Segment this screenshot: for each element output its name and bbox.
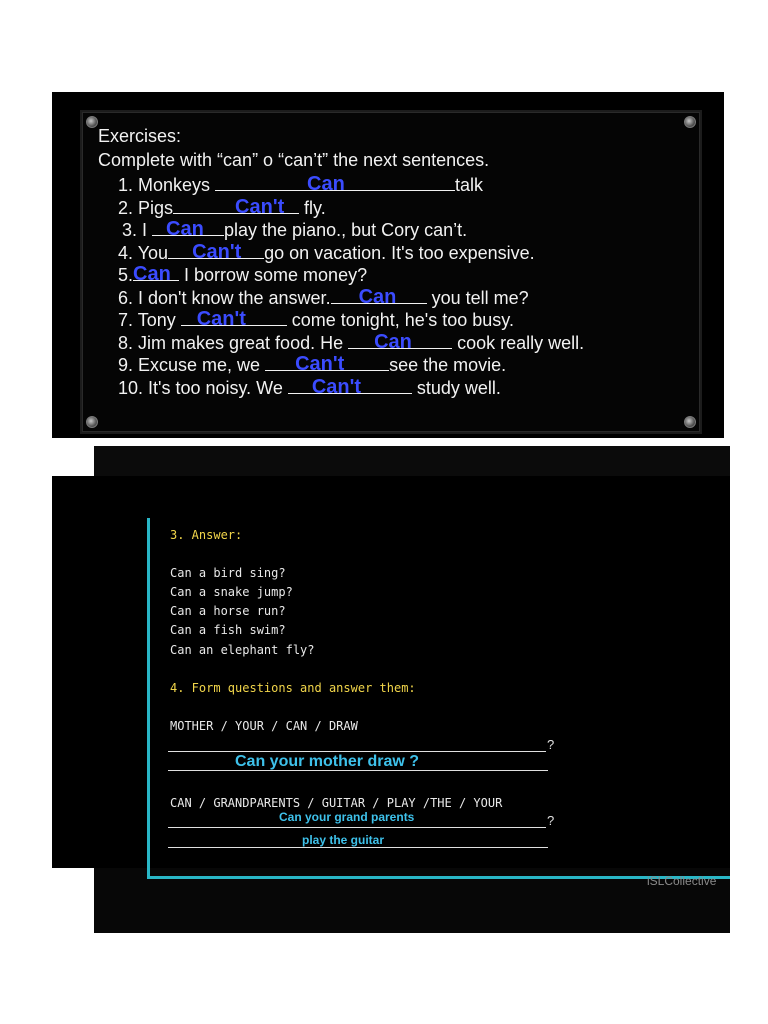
answer-blank[interactable] bbox=[265, 353, 389, 375]
exercise-panel-1 bbox=[52, 92, 724, 438]
answer-2a: Can your grand parents bbox=[279, 810, 415, 824]
answer-1: Can your mother draw ? bbox=[235, 753, 420, 770]
question-mark: ? bbox=[547, 737, 555, 752]
chalkboard bbox=[80, 110, 702, 434]
panel-2-header-band bbox=[94, 446, 730, 476]
screw-icon bbox=[684, 116, 696, 128]
answer-text: Can bbox=[133, 263, 171, 285]
question-5: Can an elephant fly? bbox=[170, 643, 315, 657]
answer-text: Can't bbox=[295, 353, 345, 375]
answer-text: Can bbox=[307, 173, 345, 195]
answer-text: Can't bbox=[235, 196, 285, 218]
watermark: iSLCollective bbox=[647, 874, 717, 888]
answer-blank[interactable] bbox=[288, 376, 412, 398]
answer-line bbox=[168, 770, 548, 771]
exercise-title: Exercises: bbox=[98, 126, 182, 146]
answer-text: Can bbox=[358, 286, 397, 308]
sentence-9: 9. Excuse me, we Can't see the movie. bbox=[118, 353, 507, 375]
sentence-4: 4. You Can't go on vacation. It's too expensive. bbox=[118, 241, 535, 263]
sentence-1: 1. Monkeys Can talk bbox=[118, 173, 484, 195]
question-2: Can a snake jump? bbox=[170, 585, 293, 599]
sentence-3: 3. I Can play the piano., but Cory can’t. bbox=[122, 218, 468, 240]
answer-blank[interactable] bbox=[152, 218, 224, 240]
answer-line bbox=[168, 827, 546, 828]
answer-text: Can bbox=[374, 331, 412, 353]
answer-blank[interactable] bbox=[168, 241, 264, 263]
question-4: Can a fish swim? bbox=[170, 623, 286, 637]
sentence-6: 6. I don't know the answer. Can you tell me? bbox=[118, 286, 529, 308]
answer-text: Can't bbox=[311, 376, 362, 398]
answer-2b: play the guitar bbox=[302, 833, 385, 847]
sentence-7: 7. Tony Can't come tonight, he's too busy. bbox=[118, 308, 514, 330]
question-mark: ? bbox=[547, 813, 555, 828]
sentence-10: 10. It's too noisy. We Can't study well. bbox=[118, 376, 501, 398]
answer-text: Can't bbox=[196, 308, 246, 330]
answer-line bbox=[168, 751, 546, 752]
answer-blank[interactable] bbox=[348, 331, 452, 353]
section-3-heading: 3. Answer: bbox=[170, 528, 243, 542]
accent-border-left bbox=[147, 518, 150, 878]
answer-blank[interactable] bbox=[215, 173, 455, 195]
answer-text: Can bbox=[166, 218, 204, 240]
prompt-2: CAN / GRANDPARENTS / GUITAR / PLAY /THE / YOUR bbox=[170, 796, 503, 810]
section-4-heading: 4. Form questions and answer them: bbox=[170, 681, 416, 695]
answer-blank[interactable] bbox=[181, 308, 287, 330]
question-1: Can a bird sing? bbox=[170, 566, 286, 580]
question-3: Can a horse run? bbox=[170, 604, 286, 618]
screw-icon bbox=[684, 416, 696, 428]
exercise-instruction: Complete with “can” o “can’t” the next sentences. bbox=[98, 150, 490, 170]
screw-icon bbox=[86, 416, 98, 428]
sentence-8: 8. Jim makes great food. He Can cook really well. bbox=[118, 331, 585, 353]
answer-line bbox=[168, 847, 548, 848]
answer-text: Can't bbox=[192, 241, 242, 263]
sentence-2: 2. Pigs Can't fly. bbox=[118, 196, 326, 218]
sentence-5: 5.Can I borrow some money? bbox=[118, 263, 368, 285]
answer-blank[interactable] bbox=[331, 286, 427, 308]
accent-border-bottom bbox=[147, 876, 730, 879]
screw-icon bbox=[86, 116, 98, 128]
prompt-1: MOTHER / YOUR / CAN / DRAW bbox=[170, 719, 358, 733]
answer-blank[interactable] bbox=[133, 263, 179, 285]
